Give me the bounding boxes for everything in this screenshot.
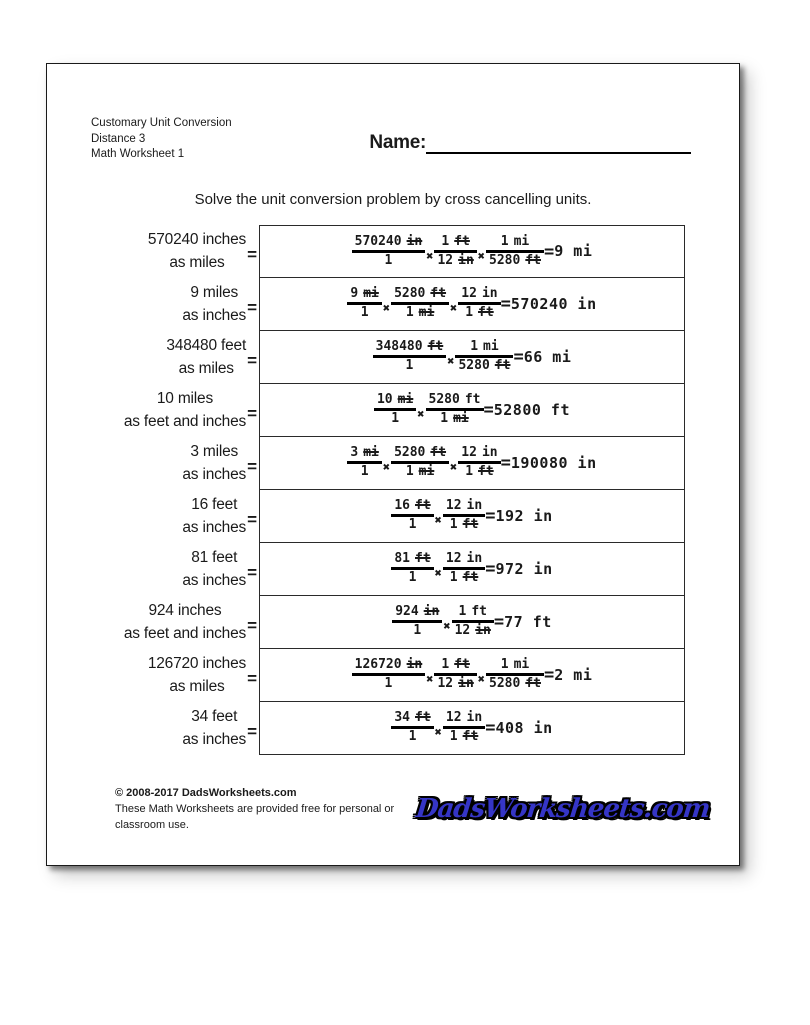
numerator [455, 339, 513, 355]
work-area [259, 490, 685, 543]
numerator [391, 498, 433, 514]
problem-label [47, 596, 259, 649]
term-value: 1 [408, 517, 417, 532]
problem-quantity: 34 feet [191, 708, 238, 725]
work-area [259, 702, 685, 755]
multiply-icon: ✖ [426, 672, 434, 686]
term-value: 126720 [354, 657, 402, 672]
equals-sign: = [247, 351, 257, 370]
equals-sign: = [513, 347, 524, 367]
problem-row [47, 702, 685, 755]
answer-value: 570240 in [510, 294, 597, 313]
problem-quantity: 570240 inches [147, 231, 247, 248]
problem-label-text [182, 546, 246, 592]
cancelled-unit: ft [478, 464, 494, 479]
fraction [391, 498, 433, 533]
term-value: 12 [437, 676, 454, 691]
denominator [347, 464, 381, 480]
problem-target-units: as miles [169, 678, 225, 695]
term-value: 924 [395, 604, 419, 619]
problem-target-units: as miles [178, 360, 234, 377]
problem-row [47, 225, 685, 278]
problem-quantity: 3 miles [190, 443, 239, 460]
conversion-formula [391, 498, 552, 533]
equals-sign: = [247, 404, 257, 423]
numerator [486, 657, 544, 673]
fraction [347, 286, 381, 321]
conversion-formula [347, 286, 596, 321]
term-value: 5280 [489, 676, 521, 691]
worksheet-number: Math Worksheet 1 [91, 148, 185, 160]
problem-row [47, 437, 685, 490]
cancelled-unit: ft [462, 570, 479, 585]
problem-label [47, 649, 259, 702]
fraction [391, 286, 449, 321]
problem-label [47, 490, 259, 543]
instruction-text: Solve the unit conversion problem by cross cancelling units. [194, 190, 592, 208]
fraction [374, 392, 416, 427]
fraction [486, 234, 544, 269]
term-value: 570240 [354, 233, 402, 249]
equals-sign: = [247, 563, 257, 582]
term-value: 1 [408, 729, 417, 744]
problem-target-units: as feet and inches [123, 625, 247, 642]
cancelled-unit: in [406, 233, 423, 249]
term-value: 16 [394, 498, 410, 513]
unit: mi [513, 657, 530, 672]
problem-quantity: 16 feet [191, 496, 238, 513]
fraction [458, 286, 500, 321]
term-value: 5280 [489, 252, 521, 268]
equals-sign: = [247, 457, 257, 476]
cancelled-unit: mi [363, 445, 379, 460]
term-value: 1 [441, 657, 450, 672]
cancelled-unit: ft [430, 286, 447, 301]
conversion-formula [347, 445, 596, 480]
problem-row [47, 278, 685, 331]
worksheet-page [46, 63, 740, 866]
numerator [347, 286, 381, 302]
denominator [391, 517, 433, 533]
multiply-icon: ✖ [426, 248, 434, 263]
answer [485, 717, 552, 738]
problem-label [47, 543, 259, 596]
term-value: 12 [454, 623, 471, 638]
unit: mi [483, 339, 499, 354]
fraction [392, 604, 442, 639]
equals-sign: = [485, 506, 496, 526]
fraction [347, 445, 381, 480]
problem-label-text [182, 493, 246, 539]
problems-table [47, 225, 685, 755]
denominator [391, 729, 433, 745]
work-area [259, 437, 685, 490]
numerator [434, 657, 476, 673]
numerator [443, 551, 485, 567]
answer [485, 505, 552, 526]
term-value: 1 [413, 623, 422, 638]
footer [115, 785, 709, 833]
problem-quantity: 9 miles [190, 284, 239, 301]
equals-sign: = [485, 559, 496, 579]
term-value: 348480 [375, 339, 423, 354]
numerator [352, 234, 426, 250]
term-value: 5280 [394, 445, 426, 460]
fraction [443, 498, 485, 533]
answer [484, 399, 571, 420]
answer [485, 558, 552, 579]
worksheet-subtitle: Distance 3 [91, 132, 146, 145]
term-value: 34 [394, 710, 410, 725]
answer [513, 346, 571, 367]
term-value: 1 [470, 339, 479, 354]
cancelled-unit: in [406, 657, 423, 672]
answer-value: 192 in [495, 506, 553, 525]
equals-sign: = [544, 665, 555, 685]
multiply-icon: ✖ [382, 460, 391, 474]
numerator [443, 710, 485, 726]
term-value: 1 [500, 233, 509, 249]
problem-label-text [182, 440, 246, 486]
fraction [443, 710, 485, 745]
conversion-formula [352, 234, 593, 269]
multiply-icon: ✖ [382, 301, 391, 315]
answer-value: 408 in [495, 718, 553, 737]
equals-sign: = [247, 298, 257, 317]
fraction [452, 604, 494, 639]
equals-sign: = [483, 400, 494, 420]
multiply-icon: ✖ [450, 460, 458, 474]
numerator [347, 445, 381, 461]
cancelled-unit: mi [418, 464, 435, 479]
term-value: 12 [445, 710, 462, 725]
problem-target-units: as inches [182, 466, 247, 483]
answer-value: 52800 ft [493, 400, 570, 419]
cancelled-unit: ft [415, 710, 431, 725]
name-area [369, 124, 691, 154]
cancelled-unit: ft [454, 657, 470, 672]
answer-value: 972 in [495, 559, 553, 578]
answer-value: 66 mi [523, 347, 572, 366]
conversion-formula [391, 710, 552, 745]
work-area [259, 278, 685, 331]
denominator [486, 253, 544, 269]
numerator [392, 604, 442, 620]
denominator [391, 464, 449, 480]
dadsworksheets-logo: DadsWorksheets.com [414, 793, 711, 824]
cancelled-unit: ft [462, 729, 479, 744]
problem-row [47, 596, 685, 649]
equals-sign: = [500, 453, 511, 473]
problem-quantity: 348480 feet [166, 337, 247, 354]
term-value: 9 [350, 286, 359, 301]
answer [501, 452, 597, 473]
term-value: 1 [465, 464, 474, 479]
term-value: 1 [458, 604, 467, 619]
numerator [434, 234, 476, 250]
fraction [391, 551, 433, 586]
numerator [373, 339, 447, 355]
problem-quantity: 10 miles [156, 390, 214, 407]
denominator [434, 253, 476, 269]
cancelled-unit: in [423, 604, 440, 619]
term-value: 1 [449, 517, 458, 532]
unit: mi [513, 233, 530, 249]
cancelled-unit: mi [453, 411, 469, 426]
unit: ft [464, 392, 481, 407]
term-value: 1 [384, 252, 393, 268]
denominator [374, 411, 416, 427]
numerator [352, 657, 426, 673]
answer [544, 241, 592, 262]
denominator [443, 729, 485, 745]
problem-label [47, 331, 259, 384]
cancelled-unit: ft [415, 498, 431, 513]
numerator [452, 604, 494, 620]
cancelled-unit: in [475, 623, 491, 638]
problem-label-text [182, 705, 246, 751]
cancelled-unit: in [458, 676, 474, 691]
answer-value: 2 mi [554, 665, 593, 684]
conversion-formula [374, 392, 570, 427]
term-value: 12 [461, 286, 477, 301]
cancelled-unit: ft [415, 551, 431, 566]
problem-target-units: as inches [182, 519, 247, 536]
problem-target-units: as inches [182, 307, 247, 324]
footer-text [115, 785, 416, 833]
equals-sign: = [247, 510, 257, 529]
problem-target-units: as inches [182, 572, 247, 589]
denominator [443, 517, 485, 533]
fraction [458, 445, 500, 480]
cancelled-unit: ft [430, 445, 447, 460]
term-value: 10 [376, 392, 393, 407]
cancelled-unit: mi [397, 392, 414, 407]
term-value: 1 [360, 305, 369, 320]
conversion-formula [373, 339, 572, 374]
numerator [458, 445, 500, 461]
work-area [259, 649, 685, 702]
denominator [347, 305, 381, 321]
denominator [458, 464, 500, 480]
fraction [352, 234, 426, 269]
denominator [426, 411, 484, 427]
problem-row [47, 331, 685, 384]
term-value: 81 [394, 551, 410, 566]
problem-label-text [124, 387, 246, 433]
license-line: These Math Worksheets are provided free for personal or classroom use. [115, 802, 395, 831]
numerator [374, 392, 416, 408]
term-value: 12 [461, 445, 477, 460]
unit: ft [471, 604, 487, 619]
work-area [259, 384, 685, 437]
work-area [259, 225, 685, 278]
equals-sign: = [493, 612, 505, 632]
term-value: 5280 [458, 358, 490, 373]
term-value: 1 [440, 411, 449, 426]
worksheet-title: Customary Unit Conversion [91, 117, 232, 129]
denominator [391, 570, 433, 586]
problem-target-units: as inches [182, 731, 247, 748]
conversion-formula [352, 657, 593, 692]
denominator [373, 358, 447, 374]
term-value: 1 [449, 729, 458, 744]
term-value: 12 [437, 252, 454, 268]
denominator [458, 305, 500, 321]
numerator [458, 286, 500, 302]
fraction [373, 339, 447, 374]
denominator [352, 676, 426, 692]
unit: in [466, 498, 483, 513]
problem-label [47, 278, 259, 331]
fraction [455, 339, 513, 374]
fraction [434, 234, 476, 269]
fraction [391, 710, 433, 745]
multiply-icon: ✖ [434, 566, 442, 580]
answer-value: 77 ft [504, 612, 552, 631]
term-value: 1 [405, 305, 414, 320]
cancelled-unit: ft [478, 305, 494, 320]
fraction [434, 657, 476, 692]
denominator [391, 305, 449, 321]
problem-target-units: as miles [169, 254, 225, 271]
term-value: 5280 [428, 392, 460, 407]
term-value: 5280 [394, 286, 426, 301]
name-label: Name: [369, 132, 426, 153]
term-value: 1 [405, 464, 414, 479]
answer [544, 664, 592, 685]
problem-label-text [148, 228, 246, 274]
equals-sign: = [500, 294, 511, 314]
fraction [486, 657, 544, 692]
answer [501, 293, 597, 314]
work-area [259, 543, 685, 596]
term-value: 1 [384, 676, 393, 691]
numerator [391, 445, 449, 461]
problem-label [47, 225, 259, 278]
problem-label [47, 702, 259, 755]
term-value: 1 [405, 358, 414, 373]
cancelled-unit: ft [427, 339, 444, 354]
conversion-formula [392, 604, 552, 639]
problem-target-units: as feet and inches [123, 413, 247, 430]
worksheet-info [91, 116, 232, 163]
problem-label [47, 384, 259, 437]
unit: in [466, 551, 483, 566]
problem-quantity: 924 inches [148, 602, 222, 619]
answer-value: 9 mi [554, 242, 593, 260]
cancelled-unit: mi [418, 305, 435, 320]
answer [494, 611, 552, 632]
equals-sign: = [247, 722, 257, 741]
denominator [486, 676, 544, 692]
equals-sign: = [544, 241, 555, 262]
multiply-icon: ✖ [443, 619, 451, 633]
term-value: 1 [360, 464, 369, 479]
problem-label-text [182, 281, 246, 327]
problem-label-text [148, 652, 246, 698]
term-value: 1 [408, 570, 417, 585]
denominator [352, 253, 426, 269]
term-value: 1 [500, 657, 509, 672]
numerator [486, 234, 544, 250]
denominator [443, 570, 485, 586]
numerator [426, 392, 484, 408]
problem-row [47, 490, 685, 543]
multiply-icon: ✖ [477, 248, 486, 263]
problem-label-text [166, 334, 246, 380]
numerator [391, 286, 449, 302]
term-value: 1 [449, 570, 458, 585]
term-value: 1 [391, 411, 400, 426]
conversion-formula [391, 551, 552, 586]
cancelled-unit: ft [525, 252, 541, 268]
fraction [391, 445, 449, 480]
unit: in [481, 445, 498, 460]
term-value: 1 [465, 305, 474, 320]
cancelled-unit: ft [525, 676, 541, 691]
header [91, 116, 691, 163]
fraction [443, 551, 485, 586]
denominator [452, 623, 494, 639]
equals-sign: = [247, 669, 257, 688]
problem-quantity: 81 feet [191, 549, 238, 566]
multiply-icon: ✖ [447, 354, 455, 368]
term-value: 12 [445, 498, 462, 513]
multiply-icon: ✖ [477, 672, 486, 686]
numerator [391, 710, 433, 726]
problem-row [47, 649, 685, 702]
unit: in [481, 286, 498, 301]
equals-sign: = [247, 245, 257, 264]
numerator [443, 498, 485, 514]
name-blank[interactable] [426, 130, 691, 154]
work-area [259, 331, 685, 384]
problem-row [47, 543, 685, 596]
work-area [259, 596, 685, 649]
problem-label [47, 437, 259, 490]
term-value: 1 [441, 233, 450, 249]
denominator [392, 623, 442, 639]
term-value: 12 [445, 551, 462, 566]
problem-quantity: 126720 inches [147, 655, 247, 672]
fraction [352, 657, 426, 692]
cancelled-unit: ft [494, 358, 511, 373]
fraction [426, 392, 484, 427]
cancelled-unit: ft [454, 233, 470, 249]
problem-label-text [124, 599, 246, 645]
unit: in [466, 710, 483, 725]
equals-sign: = [247, 616, 257, 635]
cancelled-unit: mi [363, 286, 379, 301]
multiply-icon: ✖ [450, 301, 458, 315]
multiply-icon: ✖ [417, 407, 425, 421]
answer-value: 190080 in [510, 453, 597, 472]
term-value: 3 [350, 445, 359, 460]
problem-row [47, 384, 685, 437]
denominator [455, 358, 513, 374]
cancelled-unit: ft [462, 517, 479, 532]
multiply-icon: ✖ [434, 725, 442, 739]
equals-sign: = [485, 718, 496, 738]
copyright-line: © 2008-2017 DadsWorksheets.com [115, 786, 297, 799]
cancelled-unit: in [458, 252, 474, 268]
numerator [391, 551, 433, 567]
multiply-icon: ✖ [434, 513, 442, 527]
denominator [434, 676, 476, 692]
